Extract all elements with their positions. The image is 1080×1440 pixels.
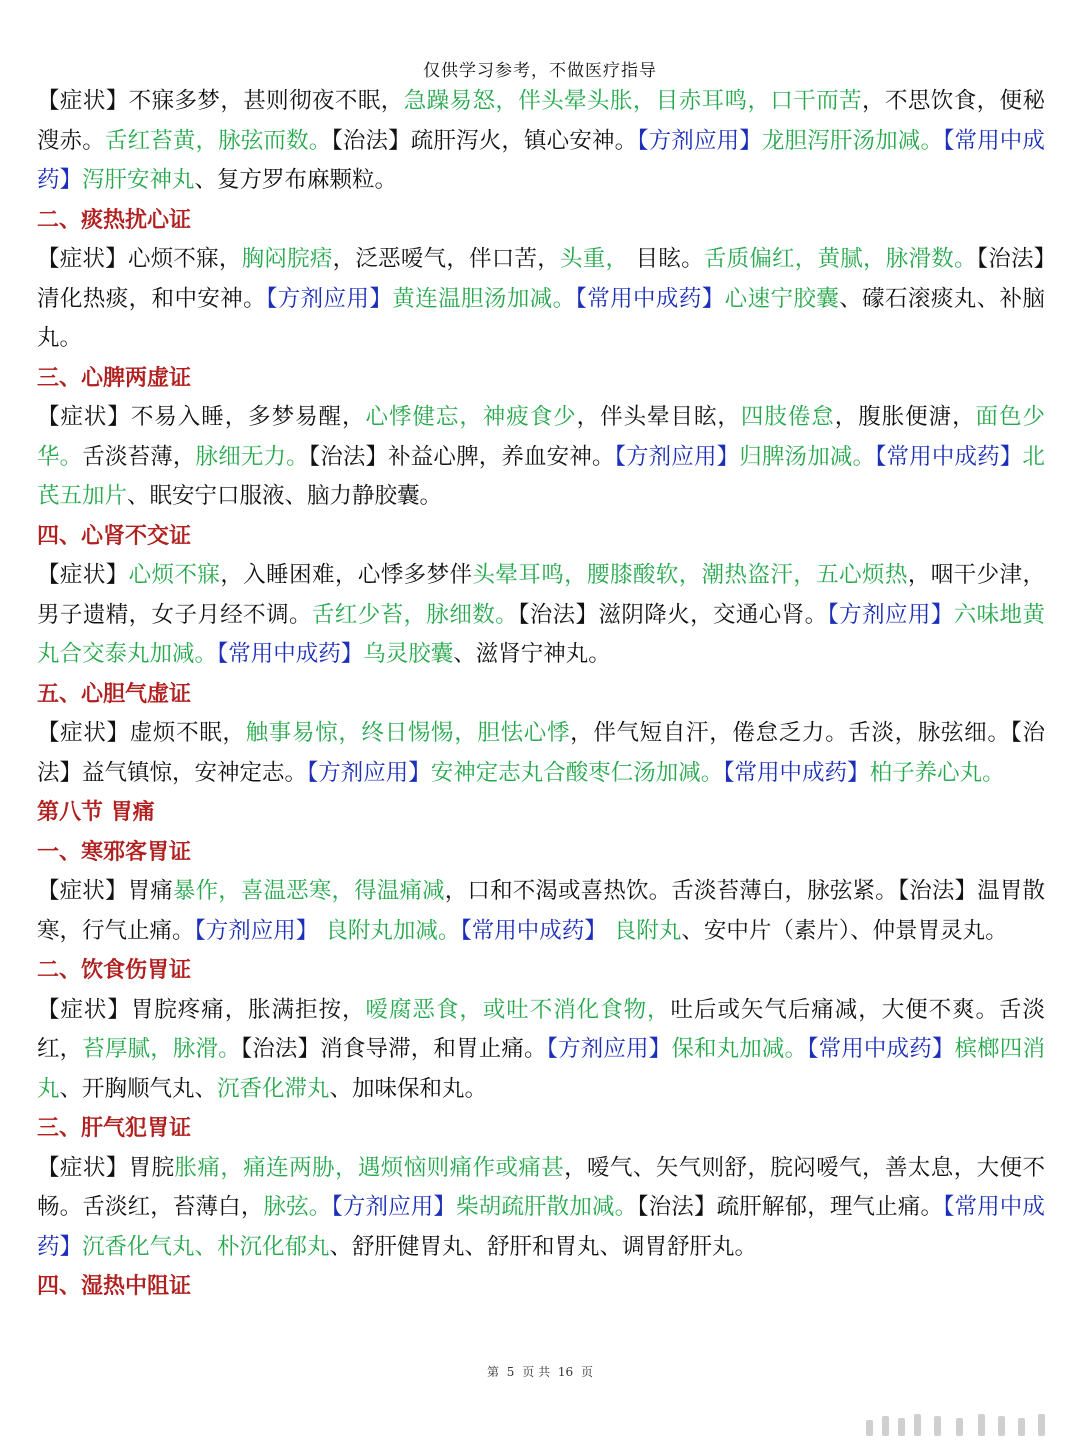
highlight-run: 急躁易怒，伴头晕头胀，目赤耳鸣，口干而苦	[403, 88, 863, 114]
text-run: 【治法】补益心脾，养血安神。	[308, 443, 615, 470]
document-body	[37, 82, 1045, 1307]
text-run: 、礞石滚痰丸、补脑丸。	[37, 285, 1045, 351]
highlight-run: 北芪五加片	[37, 443, 1045, 509]
label-run: 【方剂应用】	[827, 601, 954, 628]
highlight-run: 胸闷脘痞	[241, 246, 333, 272]
label-run: 【方剂应用】	[266, 285, 393, 312]
text-run: ，入睡困难，心悸多梦伴	[220, 562, 473, 588]
text-run: ，咽干少津，男子遗精，女子月经不调。	[37, 562, 1045, 628]
highlight-run: 泻肝安神丸	[82, 167, 195, 193]
highlight-run: 乌灵胶囊	[363, 641, 454, 667]
footer-page-number: 5	[506, 1365, 515, 1379]
text-run: 【治法】清化热痰，和中安神。	[37, 246, 1045, 312]
watermark-logo	[838, 1412, 1058, 1436]
text-run: ，嗳气、矢气则舒，脘闷嗳气，善太息，大便不畅。舌淡红，苔薄白，	[37, 1154, 1045, 1220]
text-run: 【治法】消食导滞，和胃止痛。	[240, 1036, 547, 1062]
highlight-run: 良附丸	[606, 917, 682, 944]
text-run: ，口和不渴或喜热饮。舌淡苔薄白，脉弦紧。【治法】温胃散寒，行气止痛。	[37, 878, 1045, 944]
text-run: 【治法】滋阴降火，交通心肾。	[518, 601, 828, 628]
page-footer	[0, 1363, 1080, 1380]
label-run: 【方剂应用】	[546, 1036, 672, 1062]
text-run: 【症状】不寐多梦，甚则彻夜不眠，	[37, 88, 404, 114]
label-run: 【方剂应用】	[331, 1194, 457, 1220]
label-run: 【常用中成药】	[37, 1194, 1045, 1260]
label-run: 【方剂应用】	[614, 443, 740, 470]
text-run: 吐后或矢气后痛减，大便不爽。舌淡红，	[37, 996, 1045, 1062]
footer-suffix: 页	[581, 1365, 594, 1379]
label-run: 【常用中成药】	[460, 917, 607, 944]
highlight-run: 头重，	[560, 246, 629, 272]
label-run: 【方剂应用】	[637, 127, 762, 154]
label-run: 【常用中成药】	[875, 443, 1023, 470]
section-heading: 三、心脾两虚证	[37, 365, 192, 391]
footer-total-pages: 16	[557, 1365, 574, 1379]
highlight-run: 脉弦。	[263, 1194, 332, 1220]
text-run: ，伴气短自汗，倦怠乏力。舌淡，脉弦细。【治法】益气镇惊，安神定志。	[37, 720, 1045, 786]
paragraph	[37, 991, 1045, 1110]
text-run: 【症状】不易入睡，多梦易醒，	[37, 404, 366, 430]
text-run: ，腹胀便溏，	[834, 404, 976, 430]
highlight-run: 柴胡疏肝散加减。	[456, 1194, 638, 1220]
highlight-run: 心速宁胶囊	[724, 285, 840, 312]
label-run: 【常用中成药】	[723, 759, 870, 786]
highlight-run: 舌红苔黄，脉弦而数。	[104, 127, 332, 154]
highlight-run: 归脾汤加减。	[739, 443, 876, 470]
text-run: 、滋肾宁神丸。	[453, 641, 611, 667]
text-run: 、安中片（素片）、仲景胃灵丸。	[681, 917, 1008, 944]
text-run: 【症状】胃脘	[37, 1154, 175, 1181]
text-run: 【症状】	[37, 562, 129, 588]
highlight-run: 胀痛，痛连两胁，遇烦恼则痛作或痛甚	[174, 1154, 565, 1181]
section-heading: 四、湿热中阻证	[37, 1274, 192, 1299]
text-run: 【症状】心烦不寐，	[37, 246, 242, 272]
text-run: 【症状】胃脘疼痛，胀满拒按，	[37, 996, 366, 1023]
text-run: 、加味保和丸。	[329, 1075, 488, 1102]
paragraph	[37, 398, 1045, 517]
text-run: 【治法】疏肝泻火，镇心安神。	[331, 127, 638, 154]
text-run: 、开胸顺气丸、	[59, 1075, 218, 1102]
highlight-run: 面色少华。	[37, 404, 1045, 470]
text-run: 【症状】虚烦不眠，	[37, 720, 246, 746]
text-run: 【症状】胃痛	[37, 878, 173, 904]
section-heading: 三、肝气犯胃证	[37, 1116, 192, 1141]
section-heading: 四、心肾不交证	[37, 523, 192, 549]
highlight-run: 心悸健忘，神疲食少	[365, 404, 577, 430]
highlight-run: 四肢倦怠	[740, 404, 835, 430]
highlight-run: 安神定志丸合酸枣仁汤加减。	[430, 759, 724, 786]
label-run: 【常用中成药】	[37, 127, 1045, 193]
section-heading: 二、痰热扰心证	[37, 207, 192, 233]
highlight-run: 沉香化滞丸	[217, 1075, 330, 1102]
footer-prefix: 第	[486, 1365, 499, 1379]
highlight-run: 心烦不寐	[128, 562, 221, 588]
text-run: ，不思饮食，便秘溲赤。	[37, 88, 1045, 154]
paragraph	[37, 714, 1045, 793]
highlight-run: 良附丸加减。	[318, 917, 461, 944]
section-heading: 二、饮食伤胃证	[37, 958, 192, 983]
highlight-run: 脉细无力。	[195, 443, 309, 470]
text-run: 目眩。	[628, 246, 704, 272]
paragraph	[37, 240, 1045, 359]
highlight-run: 舌红少苔，脉细数。	[311, 601, 519, 628]
highlight-run: 龙胆泻肝汤加减。	[761, 127, 944, 154]
highlight-run: 沉香化气丸、朴沉化郁丸	[82, 1233, 330, 1260]
highlight-run: 黄连温胆汤加减。	[392, 285, 576, 312]
text-run: 舌淡苔薄，	[82, 443, 196, 470]
highlight-run: 槟榔四消丸	[37, 1036, 1045, 1102]
highlight-run: 六味地黄丸合交泰丸加减。	[37, 601, 1045, 667]
highlight-run: 柏子养心丸。	[869, 759, 1005, 786]
footer-mid: 页 共	[522, 1365, 551, 1379]
highlight-run: 触事易惊，终日惕惕，胆怯心悸	[245, 720, 571, 746]
section-heading: 第八节 胃痛	[37, 800, 155, 825]
text-run: ，伴头晕目眩，	[576, 404, 741, 430]
highlight-run: 舌质偏红，黄腻，脉滑数。	[703, 246, 977, 272]
label-run: 【方剂应用】	[194, 917, 319, 944]
highlight-run: 苔厚腻，脉滑。	[82, 1036, 241, 1062]
highlight-run: 保和丸加减。	[671, 1036, 808, 1062]
page-header-notice: 仅供学习参考，不做医疗指导	[423, 61, 657, 81]
highlight-run: 嗳腐恶食，或吐不消化食物，	[365, 996, 671, 1023]
text-run: 【治法】疏肝解郁，理气止痛。	[637, 1194, 944, 1220]
label-run: 【常用中成药】	[807, 1036, 955, 1062]
paragraph	[37, 556, 1045, 675]
text-run: ，泛恶嗳气，伴口苦，	[332, 246, 561, 272]
paragraph	[37, 1149, 1045, 1268]
paragraph	[37, 82, 1045, 201]
label-run: 【常用中成药】	[575, 285, 725, 312]
highlight-run: 头晕耳鸣，腰膝酸软，潮热盗汗，五心烦热	[472, 562, 908, 588]
label-run: 【常用中成药】	[217, 641, 364, 667]
section-heading: 五、心胆气虚证	[37, 681, 192, 707]
text-run: 、舒肝健胃丸、舒肝和胃丸、调胃舒肝丸。	[329, 1233, 758, 1260]
label-run: 【方剂应用】	[307, 759, 431, 786]
section-heading: 一、寒邪客胃证	[37, 839, 192, 865]
text-run: 、眠安宁口服液、脑力静胶囊。	[127, 483, 443, 509]
text-run: 、复方罗布麻颗粒。	[194, 167, 398, 193]
highlight-run: 暴作，喜温恶寒，得温痛减	[172, 878, 445, 904]
paragraph	[37, 872, 1045, 951]
